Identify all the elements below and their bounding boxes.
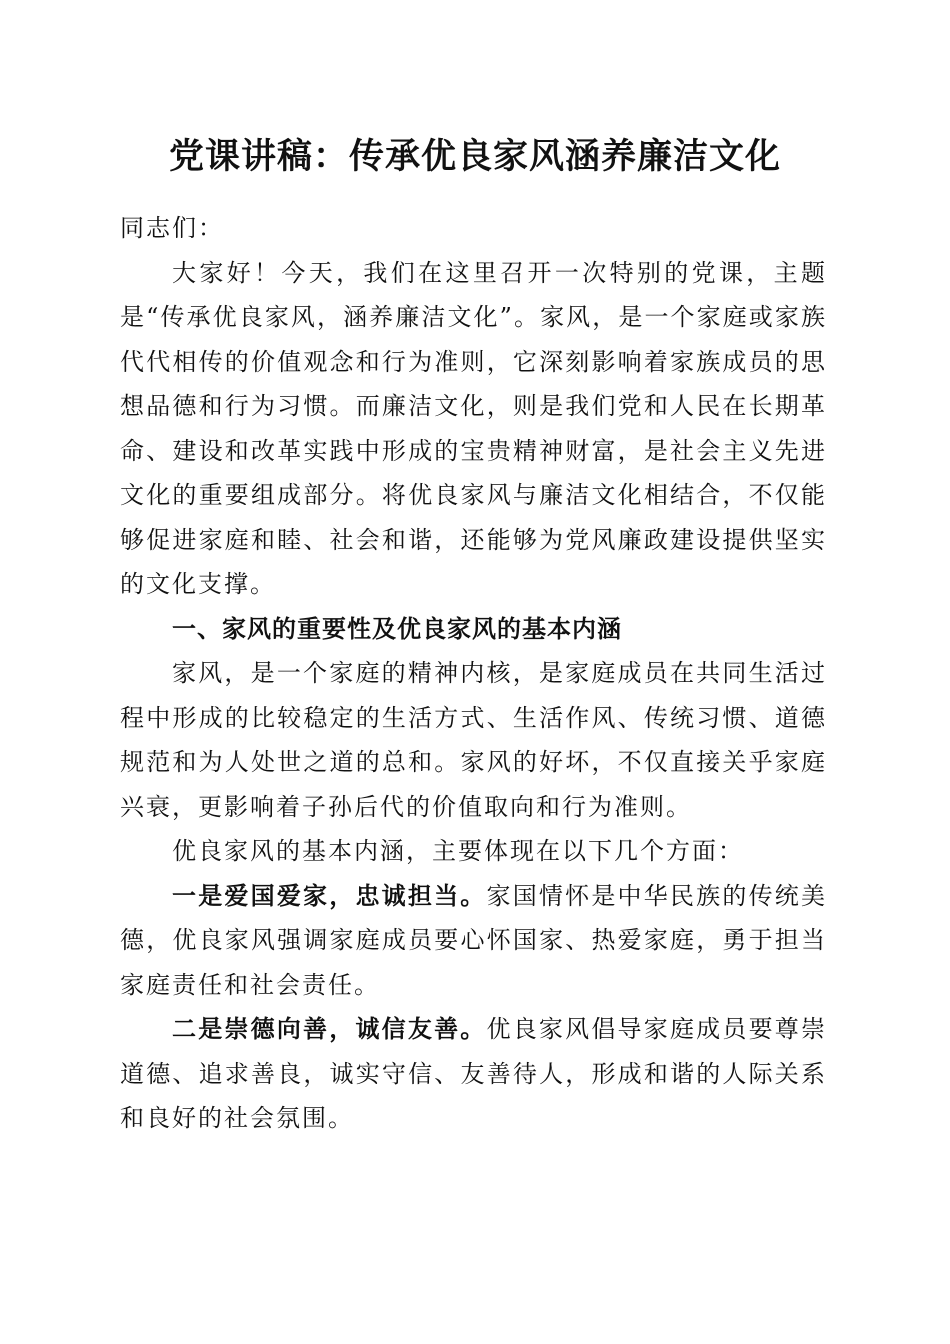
point-2-lead: 二是崇德向善，诚信友善。 <box>172 1014 487 1043</box>
section-heading-1: 一、家风的重要性及优良家风的基本内涵 <box>172 614 622 643</box>
section1-paragraph-2: 优良家风的基本内涵，主要体现在以下几个方面： <box>172 837 744 865</box>
point-1-text: 家国情怀是中华民族的传统美德，优良家风强调家庭成员要心怀国家、热爱家庭，勇于担当家庭责任和社会责任。 <box>120 881 827 999</box>
salutation: 同志们： <box>120 214 224 242</box>
document-title: 党课讲稿：传承优良家风涵养廉洁文化 <box>168 136 781 177</box>
intro-paragraph: 大家好！今天，我们在这里召开一次特别的党课，主题是“传承优良家风，涵养廉洁文化”。家风，是一个家庭或家族代代相传的价值观念和行为准则，它深刻影响着家族成员的思想品德和行为习惯。而廉洁文化，则是我们党和人民在长期革命、建设和改革实践中形成的宝贵精神财富，是社会主义先进文化的重要组成部分。将优良家风与廉洁文化相结合，不仅能够促进家庭和睦、社会和谐，还能够为党风廉政建设提供坚实的文化支撑。 <box>120 258 827 598</box>
document-body <box>120 206 827 1141</box>
point-2-text: 优良家风倡导家庭成员要尊崇道德、追求善良，诚实守信、友善待人，形成和谐的人际关系和良好的社会氛围。 <box>120 1015 827 1132</box>
section1-paragraph-1: 家风，是一个家庭的精神内核，是家庭成员在共同生活过程中形成的比较稳定的生活方式、生活作风、传统习惯、道德规范和为人处世之道的总和。家风的好坏，不仅直接关乎家庭兴衰，更影响着子孙后代的价值取向和行为准则。 <box>120 659 827 821</box>
point-1-paragraph <box>120 874 827 1008</box>
point-2-paragraph <box>120 1007 827 1141</box>
point-1-lead: 一是爱国爱家，忠诚担当。 <box>172 880 487 910</box>
